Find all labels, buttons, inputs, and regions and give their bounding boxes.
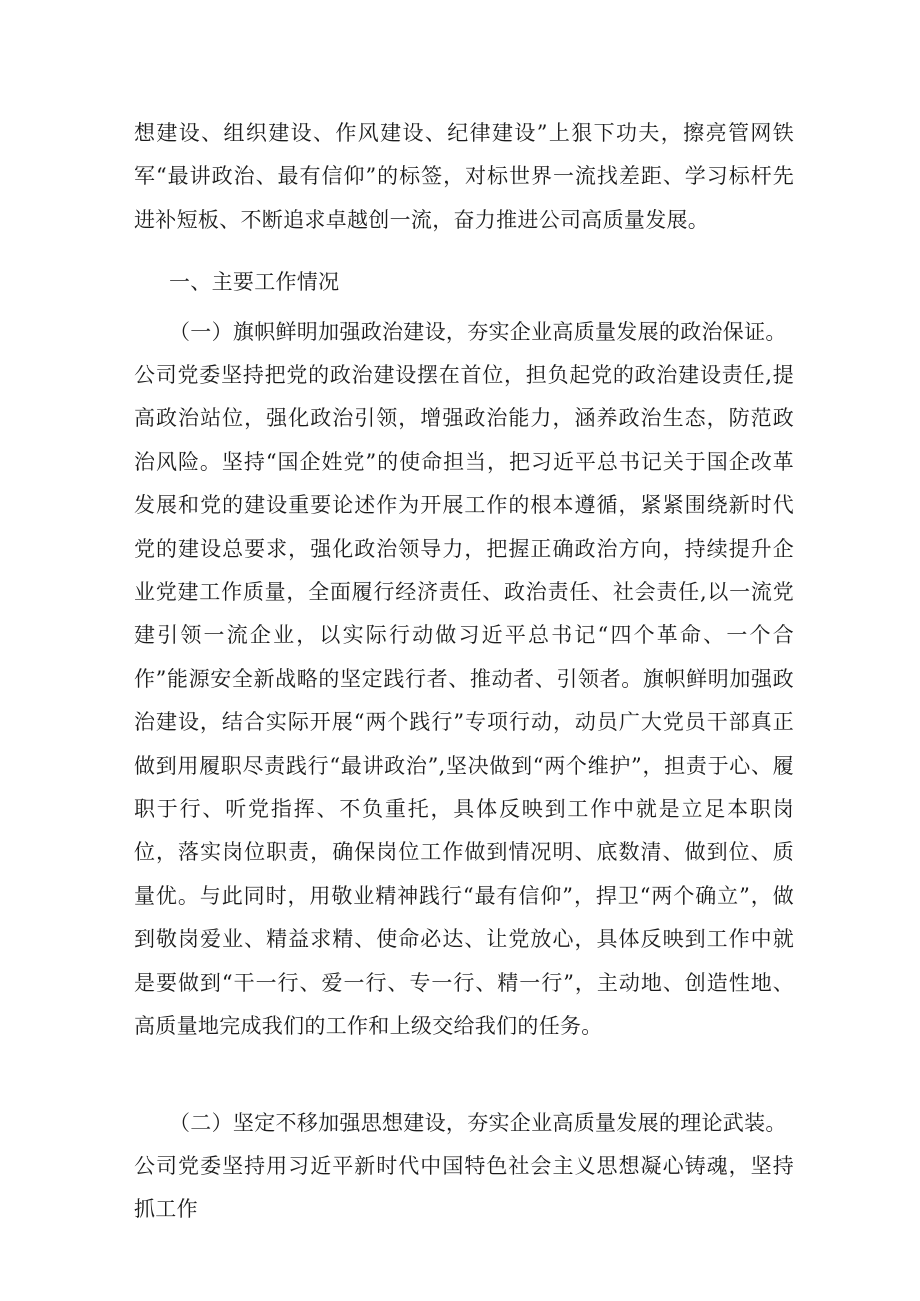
ideological-building-paragraph: 公司党委坚持用习近平新时代中国特色社会主义思想凝心铸魂，坚持抓工作 — [134, 1154, 794, 1222]
intro-paragraph: 想建设、组织建设、作风建设、纪律建设”上狠下功夫，擦亮管网铁军“最讲政治、最有信仰”的标签，对标世界一流找差距、学习标杆先进补短板、不断追求卓越创一流，奋力推进公司高质量发展。 — [134, 121, 794, 232]
political-building-paragraph: 公司党委坚持把党的政治建设摆在首位，担负起党的政治建设责任,提高政治站位，强化政治引领，增强政治能力，涵养政治生态，防范政治风险。坚持“国企姓党”的使命担当，把习近平总书记关于国企改革发展和党的建设重要论述作为开展工作的根本遵循，紧紧围绕新时代党的建设总要求，强化政治领导力，把握正确政治方向，持续提升企业党建工作质量，全面履行经济责任、政治责任、社会责任,以一流党建引领一流企业，以实际行动做习近平总书记“四个革命、一个合作”能源安全新战略的坚定践行者、推动者、引领者。旗帜鲜明加强政治建设，结合实际开展“两个践行”专项行动，动员广大党员干部真正做到用履职尽责践行“最讲政治”,坚决做到“两个维护”，担责于心、履职于行、听党指挥、不负重托，具体反映到工作中就是立足本职岗位，落实岗位职责，确保岗位工作做到情况明、底数清、做到位、质量优。与此同时，用敬业精神践行“最有信仰”，捍卫“两个确立”，做到敬岗爱业、精益求精、使命必达、让党放心，具体反映到工作中就是要做到“干一行、爱一行、专一行、精一行”，主动地、创造性地、高质量地完成我们的工作和上级交给我们的任务。 — [134, 363, 794, 1039]
subsection-heading-political-building: （一）旗帜鲜明加强政治建设，夯实企业高质量发展的政治保证。 — [169, 320, 787, 344]
section-heading-main-work: 一、主要工作情况 — [169, 270, 340, 294]
subsection-heading-ideological-building: （二）坚定不移加强思想建设，夯实企业高质量发展的理论武装。 — [169, 1111, 787, 1135]
